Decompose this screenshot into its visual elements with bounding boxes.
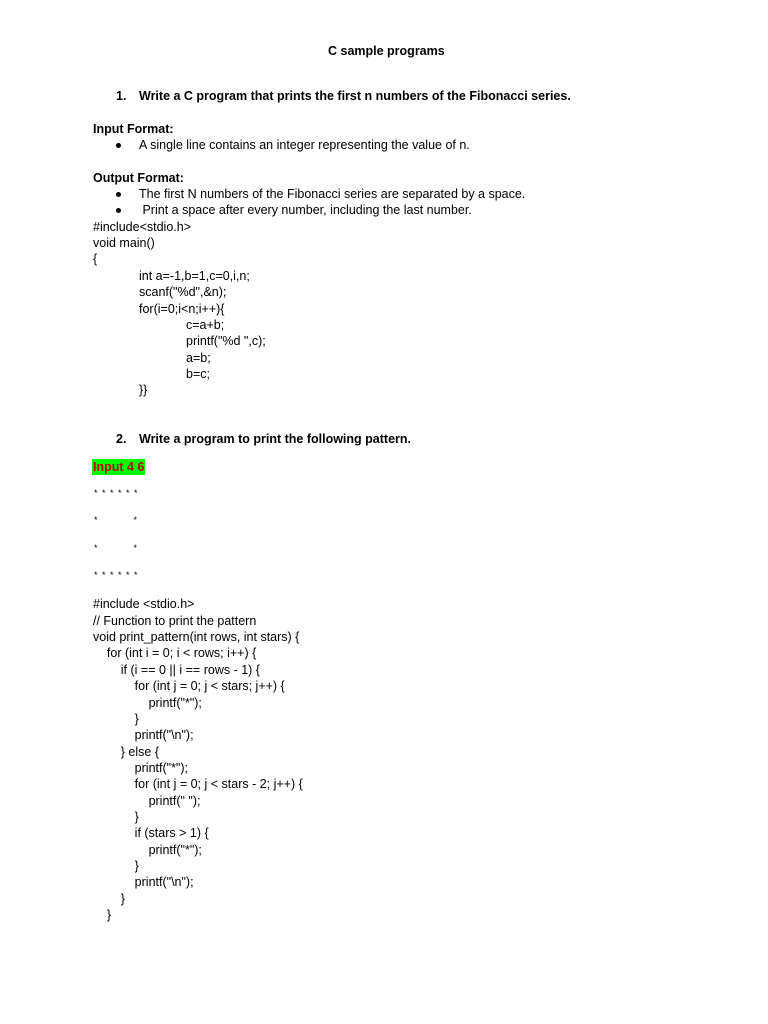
q1-code-line: b=c; <box>186 367 210 381</box>
q1-code-line: scanf("%d",&n); <box>139 285 227 299</box>
input-bullet-1: A single line contains an integer representing the value of n. <box>139 138 470 152</box>
bullet-icon <box>116 192 121 197</box>
output-bullet-1: The first N numbers of the Fibonacci series are separated by a space. <box>139 187 526 201</box>
q2-code-line: void print_pattern(int rows, int stars) { <box>93 630 300 644</box>
q2-code-line: printf(" "); <box>93 794 201 808</box>
q2-number: 2. <box>116 432 127 446</box>
q2-code-line: printf("*"); <box>93 761 189 775</box>
q2-code-line: printf("*"); <box>93 696 202 710</box>
q2-code-line: printf("\n"); <box>93 875 194 889</box>
output-format-heading: Output Format: <box>93 171 184 185</box>
q2-code-line: printf("*"); <box>93 843 202 857</box>
q2-text: Write a program to print the following pattern. <box>139 432 411 446</box>
q1-code-line: }} <box>139 383 148 397</box>
q2-code-line: } <box>93 810 139 824</box>
bullet-icon <box>116 208 121 213</box>
q1-code-line: c=a+b; <box>186 318 225 332</box>
pattern-row: * * <box>94 543 139 553</box>
q2-code-line: } <box>93 859 139 873</box>
q1-text: Write a C program that prints the first n numbers of the Fibonacci series. <box>139 89 571 103</box>
q2-code-line: // Function to print the pattern <box>93 614 257 628</box>
q2-code-line: for (int i = 0; i < rows; i++) { <box>93 646 257 660</box>
q1-code-line: #include<stdio.h> <box>93 220 191 234</box>
pattern-row: * * * * * * <box>94 488 139 498</box>
q1-code-line: for(i=0;i<n;i++){ <box>139 302 225 316</box>
input-format-heading: Input Format: <box>93 122 174 136</box>
pattern-row: * * * * * * <box>94 570 139 580</box>
q2-code-line: #include <stdio.h> <box>93 597 195 611</box>
input-example-label: Input 4 6 <box>93 460 145 474</box>
document-title: C sample programs <box>328 44 445 58</box>
q1-code-line: a=b; <box>186 351 211 365</box>
q2-code-line: } <box>93 712 139 726</box>
q2-code-line: for (int j = 0; j < stars - 2; j++) { <box>93 777 303 791</box>
q1-code-line: { <box>93 252 98 266</box>
q1-number: 1. <box>116 89 127 103</box>
output-bullet-2: Print a space after every number, including the last number. <box>139 203 472 217</box>
pattern-row: * * <box>94 515 139 525</box>
q2-code-line: } <box>93 908 112 922</box>
q1-code-line: int a=-1,b=1,c=0,i,n; <box>139 269 250 283</box>
q2-code-line: } <box>93 892 125 906</box>
bullet-icon <box>116 143 121 148</box>
q2-code-line: if (stars > 1) { <box>93 826 209 840</box>
q2-code-line: if (i == 0 || i == rows - 1) { <box>93 663 260 677</box>
q2-code-line: printf("\n"); <box>93 728 194 742</box>
q2-code-line: for (int j = 0; j < stars; j++) { <box>93 679 285 693</box>
q2-code-line: } else { <box>93 745 160 759</box>
q1-code-line: void main() <box>93 236 155 250</box>
q1-code-line: printf("%d ",c); <box>186 334 266 348</box>
